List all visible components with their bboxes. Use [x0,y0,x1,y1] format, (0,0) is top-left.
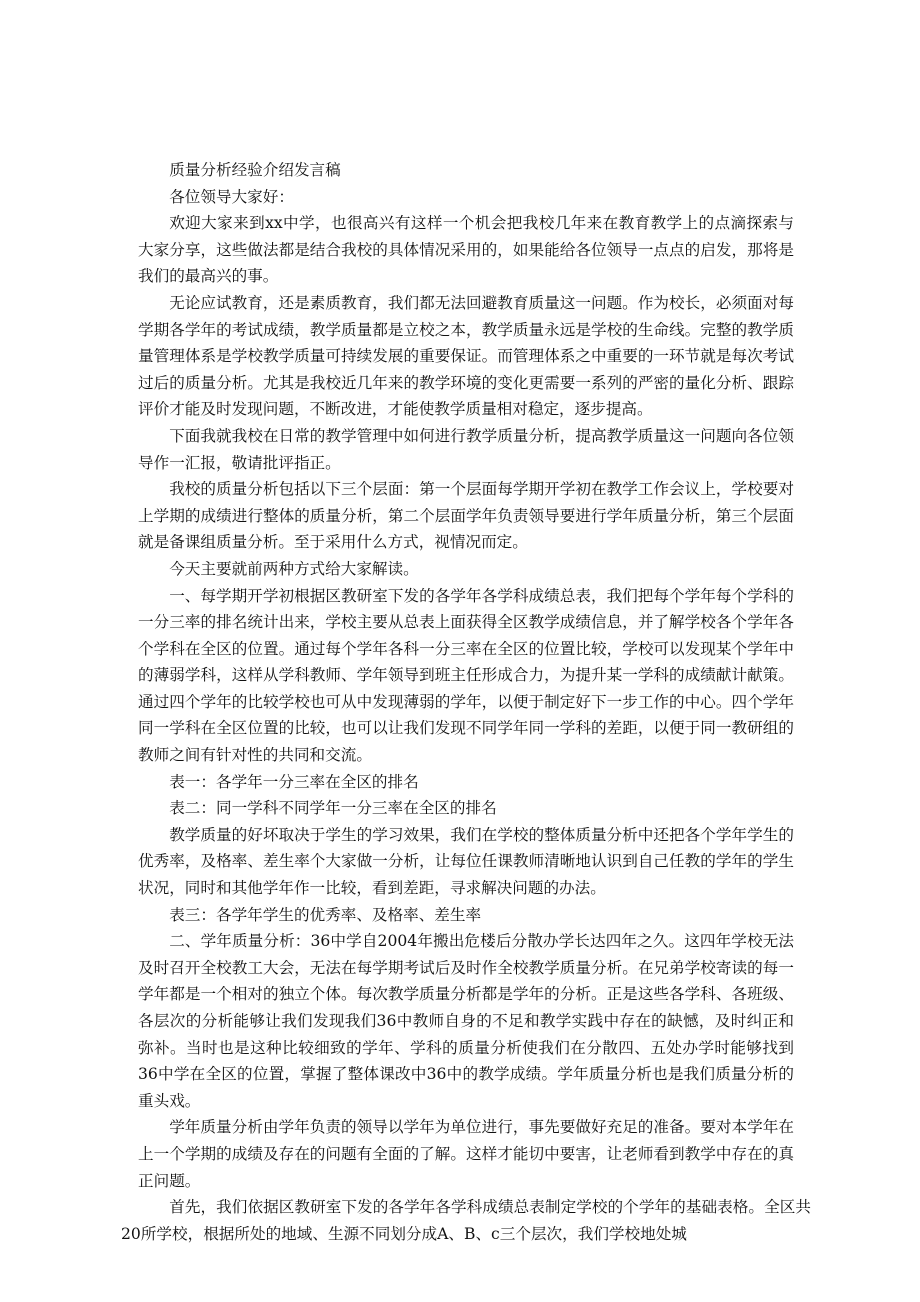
table-caption-1: 表一：各学年一分三率在全区的排名 [169,772,419,791]
paragraph-method-two: 二、学年质量分析：36中学自2004年搬出危楼后分散办学长达四年之久。这四年学校无法及时召开全校教工大会，无法在每学期考试后及时作全校教学质量分析。在兄弟学校寄读的每一学年都是一个相对的独立个体。每次教学质量分析都是学年的分析。正是这些各学科、各班级、各层次的分析能够让我们发现我们36中教师自身的不足和教学实践中存在的缺憾，及时纠正和弥补。当时也是这种比较细致的学年、学科的质量分析使我们在分散四、五处办学时能够找到36中学在全区的位置，掌握了整体课改中36中的教学成绩。学年质量分析也是我们质量分析的重头戏。 [138,932,794,1110]
table-caption-3: 表三：各学年学生的优秀率、及格率、差生率 [169,905,482,924]
document-page [121,157,811,1247]
paragraph-two-methods: 今天主要就前两种方式给大家解读。 [169,559,419,578]
paragraph-three-levels: 我校的质量分析包括以下三个层面：第一个层面每学期开学初在教学工作会议上，学校要对上学期的成绩进行整体的质量分析，第二个层面学年负责领导要进行学年质量分析，第三个层面就是备课组质量分析。至于采用什么方式，视情况而定。 [138,480,794,552]
paragraph-report-intro: 下面我就我校在日常的教学管理中如何进行教学质量分析，提高教学质量这一问题向各位领导作一汇报，敬请批评指正。 [138,426,794,472]
document-title: 质量分析经验介绍发言稿 [169,161,341,179]
paragraph-grade-analysis: 学年质量分析由学年负责的领导以学年为单位进行，事先要做好充足的准备。要对本学年在上一个学期的成绩及存在的问题有全面的了解。这样才能切中要害，让老师看到教学中存在的真正问题。 [138,1118,794,1190]
greeting: 各位领导大家好： [169,187,294,206]
paragraph-welcome: 欢迎大家来到xx中学，也很高兴有这样一个机会把我校几年来在教育教学上的点滴探索与大家分享，这些做法都是结合我校的具体情况采用的，如果能给各位领导一点点的启发，那将是我们的最高兴的事。 [138,214,794,286]
table-caption-2: 表二：同一学科不同学年一分三率在全区的排名 [169,799,497,818]
paragraph-first-step: 首先，我们依据区教研室下发的各学年各学科成绩总表制定学校的个学年的基础表格。全区共20所学校，根据所处的地域、生源不同划分成A、B、c三个层次，我们学校地处城 [121,1198,811,1243]
paragraph-student-rates: 教学质量的好坏取决于学生的学习效果，我们在学校的整体质量分析中还把各个学年学生的优秀率，及格率、差生率个大家做一分析，让每位任课教师清晰地认识到自己任教的学年的学生状况，同时和其他学年作一比较，看到差距，寻求解决问题的办法。 [138,825,794,898]
paragraph-method-one: 一、每学期开学初根据区教研室下发的各学年各学科成绩总表，我们把每个学年每个学科的一分三率的排名统计出来，学校主要从总表上面获得全区教学成绩信息，并了解学校各个学年各个学科在全区的位置。通过每个学年各科一分三率在全区的位置比较，学校可以发现某个学年中的薄弱学科，这样从学科教师、学年领导到班主任形成合力，为提升某一学科的成绩献计献策。通过四个学年的比较学校也可从中发现薄弱的学年，以便于制定好下一步工作的中心。四个学年同一学科在全区位置的比较，也可以让我们发现不同学年同一学科的差距，以便于同一教研组的教师之间有针对性的共同和交流。 [138,586,794,765]
paragraph-quality-importance: 无论应试教育，还是素质教育，我们都无法回避教育质量这一问题。作为校长，必须面对每学期各学年的考试成绩，教学质量都是立校之本，教学质量永远是学校的生命线。完整的教学质量管理体系是学校教学质量可持续发展的重要保证。而管理体系之中重要的一环节就是每次考试过后的质量分析。尤其是我校近几年来的教学环境的变化更需要一系列的严密的量化分析、跟踪评价才能及时发现问题，不断改进，才能使教学质量相对稳定，逐步提高。 [138,293,794,419]
